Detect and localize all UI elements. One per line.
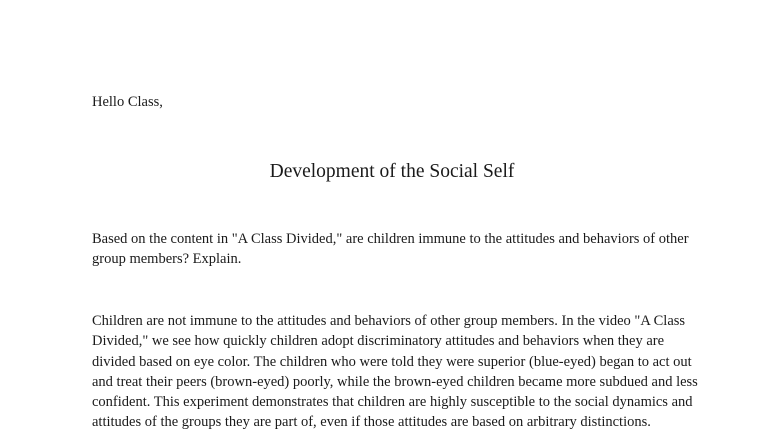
- document-title: Development of the Social Self: [269, 161, 515, 182]
- greeting-text: Hello Class,: [92, 94, 163, 110]
- question-paragraph: Based on the content in "A Class Divided," are children immune to the attitudes and behaviors of other group members? Explain.: [92, 231, 689, 267]
- answer-paragraph: Children are not immune to the attitudes and behaviors of other group members. In the video "A Class Divided," we see how quickly children adopt discriminatory attitudes and behaviors when they are divided based on eye color. The children who were told they were superior (blue-eyed) began to act out and treat their peers (brown-eyed) poorly, while the brown-eyed children became more subdued and less confident. This experiment demonstrates that children are highly susceptible to the social dynamics and attitudes of the groups they are part of, even if those attitudes are based on arbitrary distinctions.: [92, 313, 698, 431]
